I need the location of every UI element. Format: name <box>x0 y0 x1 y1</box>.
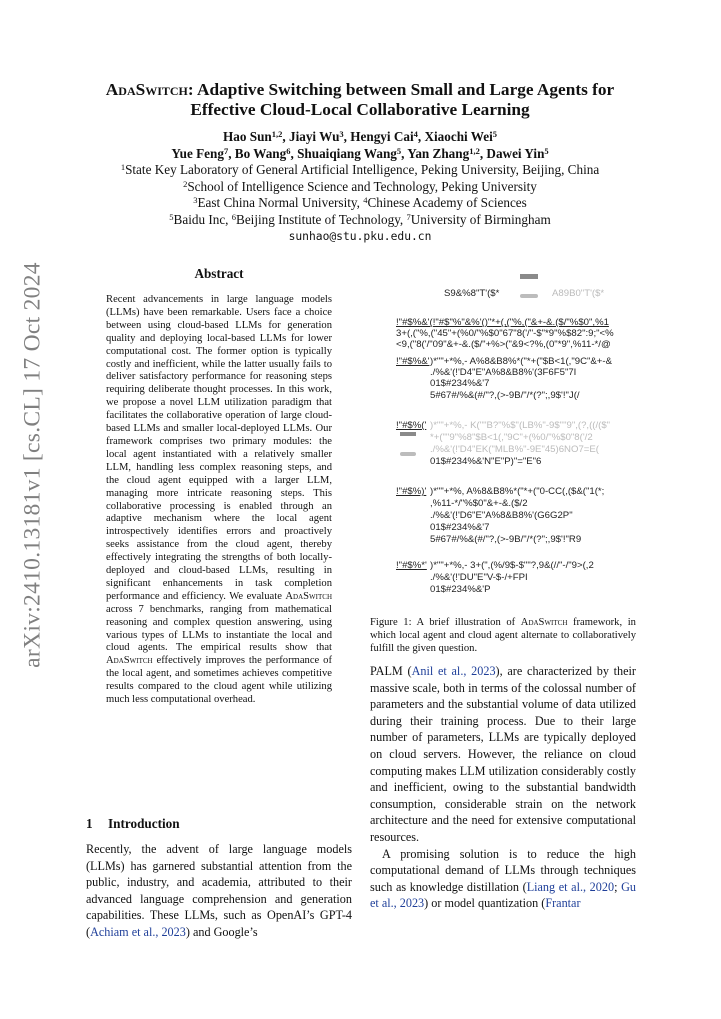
figure-text-line: ,%11-*/"%$0"&+-&.($/2 <box>430 498 528 509</box>
figure-text-line: )*""+*%,- 3+(",(%/9$-$""?,9&(//"-/"9>(,2 <box>430 560 594 571</box>
local-agent-icon <box>520 274 538 279</box>
author-name: Yue Feng <box>171 145 224 161</box>
arxiv-id: arXiv:2410.13181v1 [cs.CL] 17 Oct 2024 <box>19 262 46 668</box>
figure-text-line: !"#$%(' <box>396 420 427 431</box>
figure-text-line: !"#$%&' <box>396 356 430 367</box>
intro-left-paragraph: Recently, the advent of large language models (LLMs) has garnered substantial attention from the public, industry, and academia, attributed to their advanced language comprehension and generation capabilities. These LLMs, such as OpenAI’s GPT-4 (Achiam et al., 2023) and Google’s <box>86 842 352 939</box>
method-name: AdaSwitch <box>105 80 188 99</box>
citation-link[interactable]: Frantar <box>545 896 581 911</box>
author-name: Xiaochi Wei <box>424 129 493 144</box>
figure-text-line: 01$#234%&'7 <box>430 522 490 533</box>
figure-text-line: 01$#234%&'N"E"P)"="E"6 <box>430 456 542 467</box>
affiliation-2: $^2$School of Intelligence Science and Technology, Peking University <box>183 178 537 194</box>
figure-text-line: <9,("8('/"09"&+-&.($/"+%>("&9<?%,(0"*9",%11-*/@ <box>396 339 611 350</box>
author-name: Jiayi Wu <box>288 129 340 144</box>
figure-text-line: 3+(,("%,("45"+(%0/"%$0"67"8('/"-$"*9"%$82":9;"<% <box>396 328 614 339</box>
intro-right-column <box>370 663 636 912</box>
author-affiliation-mark: 6 <box>286 145 291 156</box>
figure-text-line: !"#$%&'(!"#$"%"&%'()"*+(,("%,("&+-&.($/"%$0",%1 <box>396 317 609 328</box>
author-affiliation-mark: 1,2 <box>469 145 480 156</box>
figure-text-line: )*""+*%,- A%8&B8%*("*+("$B<1(,"9C"&+-& <box>430 356 613 367</box>
abstract-heading: Abstract <box>194 266 244 281</box>
author-line-2: Yue Feng$^7$, Bo Wang$^6$, Shuaiqiang Wang$^5$, Yan Zhang$^{1,2}$, Dawei Yin$^5$ <box>171 145 549 161</box>
contact-email: sunhao@stu.pku.edu.cn <box>288 230 432 243</box>
figure-text-line: )*""+*%, A%8&B8%*("*+("0-CC(,($&("1(*; <box>430 486 605 497</box>
figure-text-line: 01$#234%&'7 <box>430 378 490 389</box>
author-affiliation-mark: 5 <box>544 145 549 156</box>
figure-text-line: ./%&'(!'D4"E"A%8&B8%'(3F6F5"7I <box>430 367 577 378</box>
figure-text-line: 01$#234%&'P <box>430 584 491 595</box>
figure-text-line: ./%&'(!'D6"E"A%8&B8%'(G6G2P" <box>430 510 573 521</box>
author-affiliation-mark: 3 <box>339 129 344 139</box>
affiliation-3-4: $^3$East China Normal University, $^4$Chinese Academy of Sciences <box>193 195 527 210</box>
cloud-agent-icon <box>520 294 538 298</box>
intro-paragraph: A promising solution is to reduce the high computational demand of LLMs through techniques such as knowledge distillation (Liang et al., 2020; Gu et al., 2023) or model quantization (Frantar <box>370 846 636 911</box>
figure-text-line: *+(""9"%8"$B<1(,"9C"+(%0/"%$0"8('/2 <box>430 432 593 443</box>
author-affiliation-mark: 4 <box>413 129 418 139</box>
figure-text-line: 5#67#/%&(#/"?,(>-9B/"/*(?";,9$'!"R9 <box>430 534 582 545</box>
author-name: Shuaiqiang Wang <box>297 145 397 161</box>
arxiv-sidebar-stamp <box>13 230 53 700</box>
paper-header <box>80 80 640 245</box>
citation-link[interactable]: Achiam et al., 2023 <box>90 924 186 939</box>
figure-text-line: S9&%8"T'($* <box>444 288 500 299</box>
author-name: Dawei Yin <box>486 145 545 161</box>
intro-paragraph: PALM (Anil et al., 2023), are characterized by their massive scale, both in terms of the colossal number of parameters and the substantial volume of data utilized during their training process. Due to their large number of parameters, LLMs are typically deployed on cloud servers. However, the reliance on cloud computing makes LLM utilization considerably costly and inefficient, owing to the substantial bandwidth consumption, considerable strain on the network architecture and the need for extensive computational resources. <box>370 664 636 844</box>
author-name: Yan Zhang <box>407 145 470 161</box>
author-name: Hengyi Cai <box>350 129 414 144</box>
figure-text-line: )*""+*%,- K(""B?"%$"(LB%"-9$""9",(?,((/($" <box>430 420 611 431</box>
author-list <box>80 129 640 162</box>
figure-text-line: ./%&'(!'D4"EK("MLB%"-9E"45)6NO7=E( <box>430 444 599 455</box>
author-line-1: Hao Sun$^{1,2}$, Jiayi Wu$^3$, Hengyi Cai$^4$, Xiaochi Wei$^5$ <box>223 129 497 144</box>
affiliation-5-6-7: $^5$Baidu Inc, $^6$Beijing Institute of Technology, $^7$University of Birmingham <box>169 211 551 227</box>
author-affiliation-mark: 1,2 <box>271 129 283 139</box>
section-heading-introduction: 1 Introduction <box>86 816 180 831</box>
figure-text-line: !"#$%*' <box>396 560 427 571</box>
author-affiliation-mark: 5 <box>492 129 497 139</box>
figure-1 <box>370 270 636 600</box>
figure-text-line: !"#$%)' <box>396 486 427 497</box>
cloud-agent-icon <box>400 452 416 456</box>
author-name: Bo Wang <box>234 145 287 161</box>
citation-link[interactable]: Liang et al., 2020 <box>526 879 615 894</box>
figure-caption: Figure 1: A brief illustration of AdaSwitch framework, in which local agent and cloud agent alternate to collaboratively fulfill the given question. <box>370 617 636 655</box>
author-affiliation-mark: 5 <box>396 145 402 156</box>
citation-link[interactable]: Gu et al., 2023 <box>370 879 636 911</box>
figure-text-line: 5#67#/%&(#/"?,(>-9B/"/*(?";,9$'!"J(/ <box>430 390 580 401</box>
citation-link[interactable]: Anil et al., 2023 <box>411 664 496 678</box>
local-agent-icon <box>400 432 416 436</box>
paper-title: AdaSwitch: Adaptive Switching between Small and Large Agents for Effective Cloud-Local Collaborative Learning <box>105 80 615 119</box>
author-name: Hao Sun <box>223 129 272 144</box>
author-affiliation-mark: 7 <box>223 145 229 156</box>
abstract-body: Recent advancements in large language models (LLMs) have been remarkable. Users face a choice between using cloud-based LLMs for generation quality and deploying local-based LLMs for lower computational cost. The former option is typically costly and inefficient, while the latter usually fails to deliver satisfactory performance for reasoning steps requiring deliberate thought processes. In this work, we propose a novel LLM utilization paradigm that facilitates the collaborative operation of large cloud-based LLMs and smaller local-deployed LLMs. Our framework comprises two primary modules: the local agent instantiated with a relatively smaller LLM, handling less complex reasoning steps, and the cloud agent equipped with a larger LLM, managing more intricate reasoning steps. This collaborative processing is enabled through an adaptive mechanism where the local agent introspectively identifies errors and proactively seeks assistance from the cloud agent, thereby effectively integrating the strengths of both locally-deployed and cloud-based LLMs, resulting in significant enhancements in task completion performance and efficiency. We evaluate AdaSwitch across 7 benchmarks, ranging from mathematical reasoning and complex question answering, using various types of LLMs to instantiate the local and cloud agents. The empirical results show that AdaSwitch effectively improves the performance of the local agent, and sometimes achieves competitive results compared to the cloud agent while utilizing much less computational overhead. <box>106 294 332 706</box>
figure-text-line: A89B0"T'($* <box>552 288 605 299</box>
figure-text-line: ./%&'(!'DU"E"V-$-/+FPI <box>430 572 528 583</box>
affiliation-1: $^1$State Key Laboratory of General Artificial Intelligence, Peking University, Beijing, China <box>120 162 600 177</box>
